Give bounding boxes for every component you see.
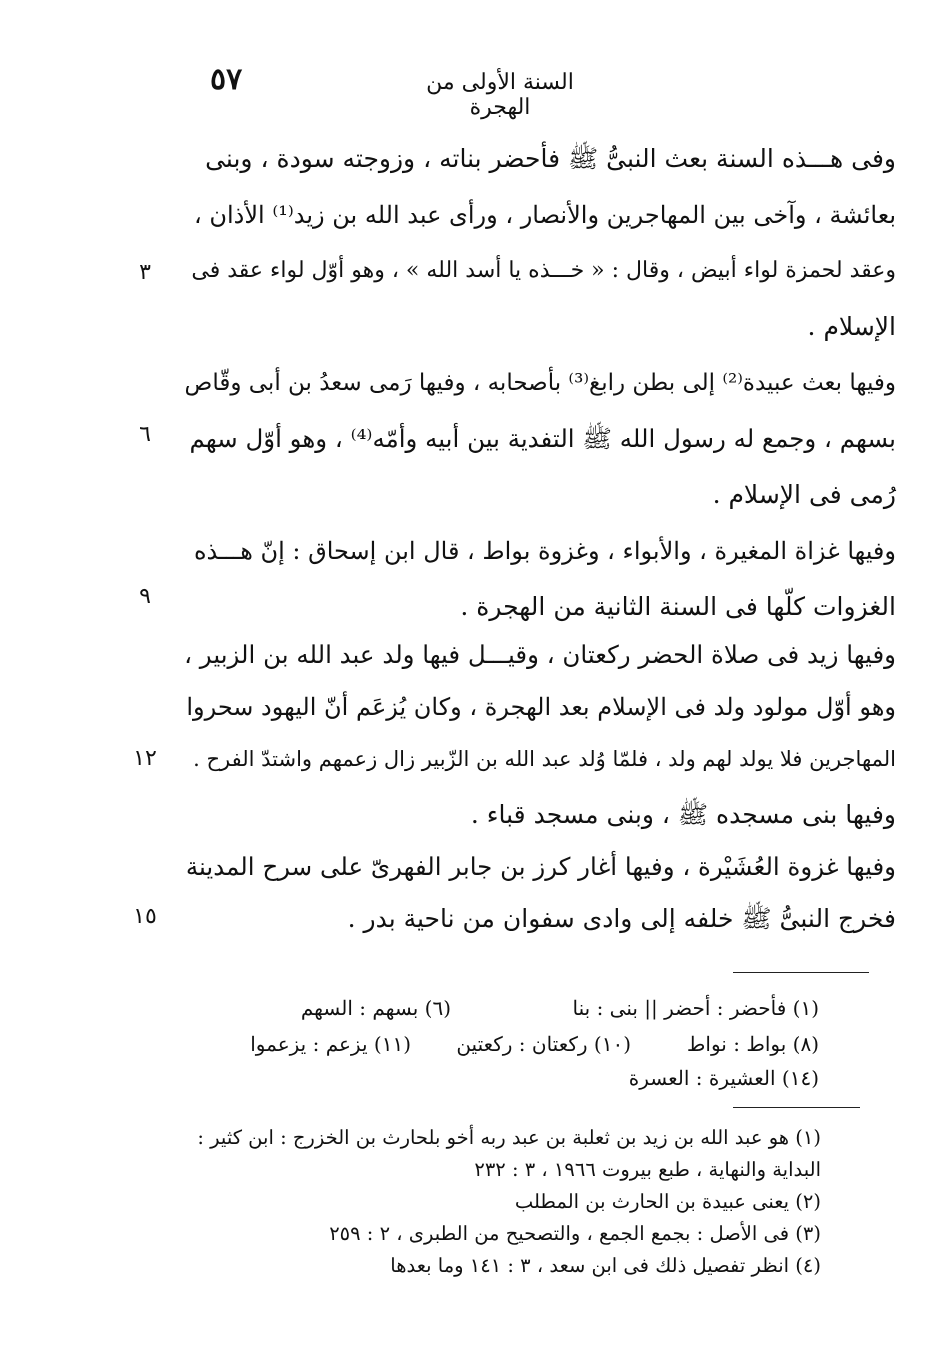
footnote: (٣) فى الأصل : بجمع الجمع ، والتصحيح من الطبرى ، ٢ : ٢٥٩ bbox=[329, 1222, 821, 1245]
line-number: ٩ bbox=[139, 584, 151, 609]
line-number: ١٥ bbox=[133, 904, 157, 929]
page-number: ٥٧ bbox=[210, 62, 243, 97]
variant-note: (١٠) ركعتان : ركعتين bbox=[456, 1032, 631, 1056]
line-number: ٣ bbox=[139, 260, 151, 285]
line-number: ٦ bbox=[139, 422, 151, 447]
footnote: (٢) يعنى عبيدة بن الحارث بن المطلب bbox=[514, 1190, 821, 1213]
line-number: ١٢ bbox=[133, 746, 157, 771]
variant-note: (١١) يزعم : يزعموا bbox=[250, 1032, 411, 1056]
variants-rule bbox=[733, 972, 869, 973]
text-line: الإسلام . bbox=[807, 312, 896, 341]
text-line: وفيها بنى مسجده ﷺ ، وبنى مسجد قباء . bbox=[470, 800, 896, 829]
text-line: بعائشة ، وآخى بين المهاجرين والأنصار ، ورأى عبد الله بن زيد⁽¹⁾ الأذان ، bbox=[194, 201, 896, 229]
text-line: المهاجرين فلا يولد لهم ولد ، فلمّا وُلد عبد الله بن الزّبير زال زعمهم واشتدّ الفرح . bbox=[193, 747, 896, 771]
footnote: البداية والنهاية ، طبع بيروت ١٩٦٦ ، ٣ : ٢٣٢ bbox=[474, 1158, 821, 1181]
text-line: وفيها غزاة المغيرة ، والأبواء ، وغزوة بواط ، قال ابن إسحاق : إنّ هـــذه bbox=[193, 537, 896, 565]
variant-note: (٨) بواط : نواط bbox=[686, 1032, 819, 1056]
footnotes-rule bbox=[733, 1107, 860, 1108]
text-line: رُمى فى الإسلام . bbox=[712, 480, 896, 509]
variant-note: (١) فأحضر : أحضر || بنى : بنا bbox=[572, 996, 819, 1020]
variant-note: (١٤) العشيرة : العسرة bbox=[628, 1066, 819, 1090]
text-line: وفيها زيد فى صلاة الحضر ركعتان ، وقيـــل فيها ولد عبد الله بن الزبير ، bbox=[184, 640, 896, 669]
text-line: وهو أوّل مولود ولد فى الإسلام بعد الهجرة ، وكان يُزعَم أنّ اليهود سحروا bbox=[186, 693, 896, 721]
footnote: (١) هو عبد الله بن زيد بن ثعلبة بن عبد ربه أخو بلحارث بن الخزرج : ابن كثير : bbox=[197, 1126, 821, 1149]
running-title: السنة الأولى من الهجرة bbox=[426, 70, 574, 120]
text-line: فخرج النبىُّ ﷺ خلفه إلى وادى سفوان من ناحية بدر . bbox=[347, 904, 896, 933]
variant-note: (٦) بسهم : السهم bbox=[300, 996, 451, 1020]
text-line: وفيها غزوة العُشَيْرة ، وفيها أغار كرز بن جابر الفهرىّ على سرح المدينة bbox=[185, 852, 896, 881]
footnote: (٤) انظر تفصيل ذلك فى ابن سعد ، ٣ : ١٤١ وما بعدها bbox=[390, 1254, 821, 1277]
text-line: وفى هـــذه السنة بعث النبىُّ ﷺ فأحضر بناته ، وزوجته سودة ، وبنى bbox=[205, 144, 896, 173]
text-line: وعقد لحمزة لواء أبيض ، وقال : « خـــذه يا أسد الله » ، وهو أوّل لواء عقد فى bbox=[191, 258, 896, 283]
text-line: بسهم ، وجمع له رسول الله ﷺ التفدية بين أبيه وأمّه⁽⁴⁾ ، وهو أوّل سهم bbox=[189, 424, 896, 453]
text-line: الغزوات كلّها فى السنة الثانية من الهجرة . bbox=[460, 592, 896, 621]
text-line: وفيها بعث عبيدة⁽²⁾ إلى بطن رابغ⁽³⁾ بأصحابه ، وفيها رَمى سعدُ بن أبى وقّاص bbox=[184, 370, 896, 396]
